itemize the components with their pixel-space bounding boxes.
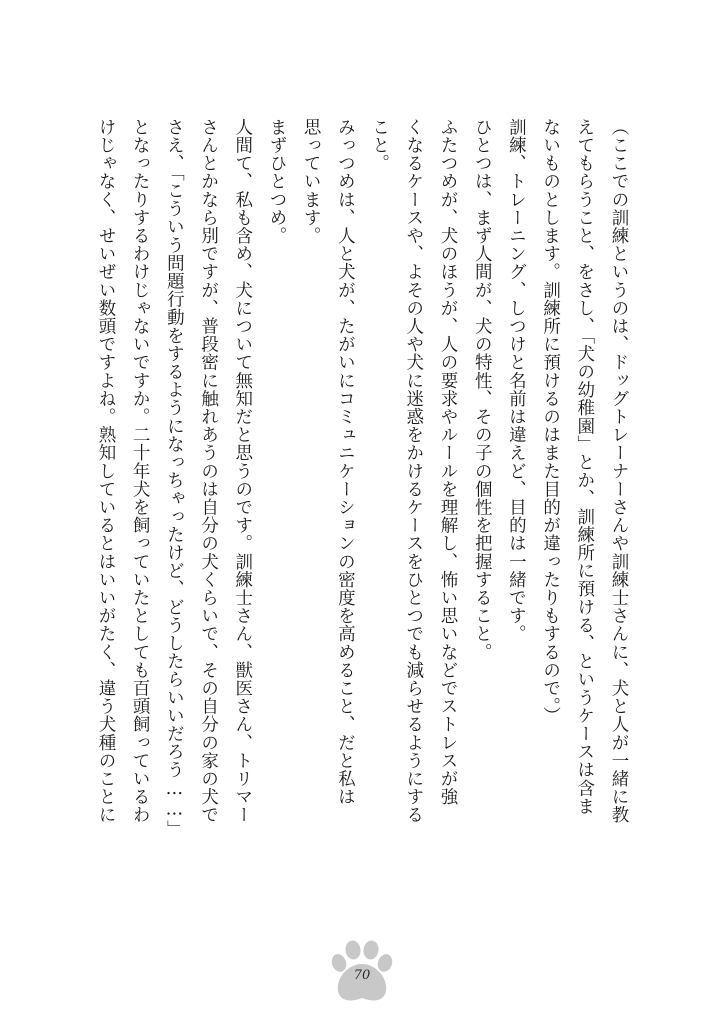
text-line: となったりするわけじゃないですか。二十年犬を飼っていたとしても百頭飼っているわ — [130, 118, 151, 824]
text-line: （ここでの訓練というのは、ドッグトレーナーさんや訓練士さんに、犬と人が一緒に教 — [609, 118, 629, 824]
vertical-text-body — [89, 118, 636, 878]
text-line: みっつめは、人と犬が、たがいにコミュニケーションの密度を高めること、だと私は — [335, 118, 356, 806]
text-line: ないものとします。訓練所に預けるのはまた目的が違ったりもするので。） — [540, 118, 561, 725]
text-line: こと。 — [369, 118, 390, 173]
text-line: くなるケースや、よその人や犬に迷惑をかけるケースをひとつでも減らせるようにする — [403, 118, 424, 824]
text-line: ふたつめが、犬のほうが、人の要求やルールを理解し、怖い思いなどでストレスが強 — [437, 118, 458, 806]
text-line: まずひとつめ。 — [266, 118, 287, 245]
text-line: けじゃなく、せいぜい数頭ですよね。熟知しているとはいいがたく、違う犬種のことに — [95, 118, 116, 824]
text-line: えてもらうこと、をさし、「犬の幼稚園」とか、訓練所に預ける、というケースは含ま — [574, 118, 595, 816]
text-line: さえ、「こういう問題行動をするようになっちゃったけど、どうしたらいいだろう……」 — [164, 118, 185, 839]
text-line: 思っています。 — [301, 118, 322, 245]
text-line: さんとかなら別ですが、普段密に触れあうのは自分の犬くらいで、その自分の家の犬で — [198, 118, 219, 824]
page-number: 70 — [353, 968, 371, 983]
text-line: 訓練、トレーニング、しつけと名前は違えど、目的は一緒です。 — [506, 118, 527, 643]
text-line: ひとつは、まず人間が、犬の特性、その子の個性を把握すること。 — [472, 118, 493, 661]
text-line: 人間て、私も含め、犬について無知だと思うのです。訓練士さん、獣医さん、トリマー — [232, 118, 253, 824]
page-footer — [326, 936, 398, 1008]
